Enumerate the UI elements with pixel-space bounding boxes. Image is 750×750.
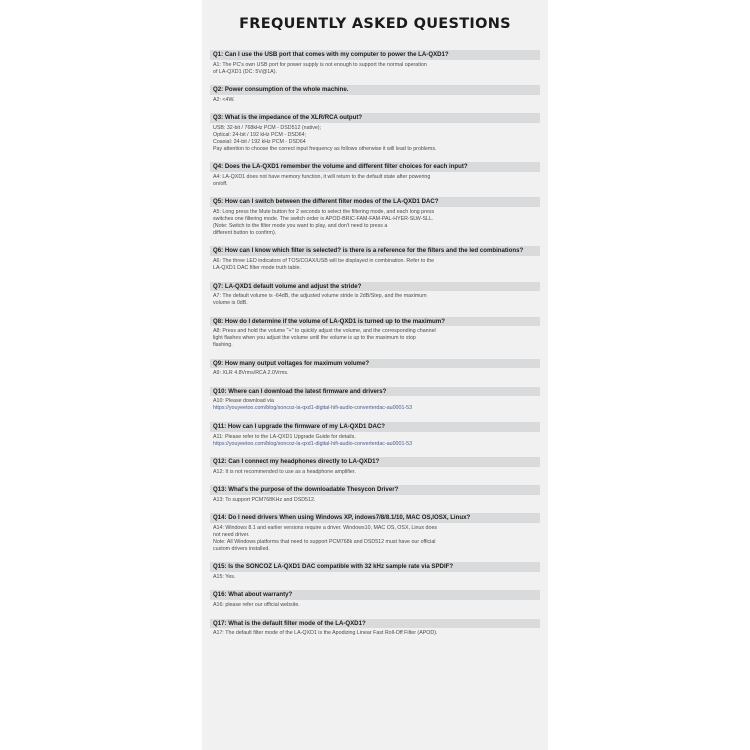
- faq-answer-text: A10: Please download via: [213, 398, 274, 405]
- faq-item: [210, 619, 540, 638]
- faq-answer-text: A9: XLR 4.8Vrms/RCA 2.0Vrms.: [213, 370, 289, 377]
- faq-answer: [210, 60, 540, 76]
- faq-question: Q11: How can I upgrade the firmware of my LA-QXD1 DAC?: [210, 422, 540, 432]
- faq-item: [210, 387, 540, 413]
- faq-item: [210, 513, 540, 553]
- faq-answer-text: USB: 32-bit / 768kHz PCM - DSD512 (native); Optical: 24-bit / 192 kHz PCM - DSD64; Coaxial: 24-bit / 192 kHz PCM - DSD64 Pay attention to choose the correct input frequency as follows otherwise it will lead to problems.: [213, 124, 437, 152]
- faq-item: [210, 282, 540, 308]
- faq-answer: [210, 396, 540, 412]
- faq-answer-text: A12: It is not recommended to use as a headphone amplifier.: [213, 468, 356, 475]
- faq-answer: [210, 172, 540, 188]
- faq-item: [210, 197, 540, 237]
- faq-question: Q13: What's the purpose of the downloadable Thesycon Driver?: [210, 485, 540, 495]
- faq-question: Q7: LA-QXD1 default volume and adjust the stride?: [210, 282, 540, 292]
- faq-question: Q14: Do I need drivers When using Windows XP, indows7/8/8.1/10, MAC OS,IOSX, Linux?: [210, 513, 540, 523]
- faq-question: Q16: What about warranty?: [210, 590, 540, 600]
- faq-item: [210, 50, 540, 76]
- faq-answer-text: A4: LA-QXD1 does not have memory function, it will return to the default state after powering on/off.: [213, 173, 431, 187]
- faq-item: [210, 457, 540, 476]
- faq-answer: [210, 326, 540, 349]
- faq-answer-text: A13: To support PCM768KHz and DSD512.: [213, 496, 316, 503]
- faq-answer: [210, 291, 540, 307]
- faq-answer: [210, 628, 540, 637]
- faq-item: [210, 485, 540, 504]
- faq-answer: [210, 495, 540, 504]
- faq-item: [210, 590, 540, 609]
- faq-question: Q2: Power consumption of the whole machine.: [210, 85, 540, 95]
- faq-question: Q3: What is the impedance of the XLR/RCA output?: [210, 113, 540, 123]
- faq-answer-text: A11: Please refer to the LA-QXD1 Upgrade Guide for details.: [213, 433, 356, 440]
- faq-item: [210, 359, 540, 378]
- page-title: FREQUENTLY ASKED QUESTIONS: [239, 16, 511, 32]
- faq-item: [210, 562, 540, 581]
- faq-item: [210, 113, 540, 153]
- faq-question: Q9: How many output voltages for maximum volume?: [210, 359, 540, 369]
- faq-answer-text: A5: Long press the Mute button for 2 seconds to select the filtering mode, and each long press switches one filtering mode. The switch order is APOD-BRIC-FAM-FAM-PAL-HYER-SLW-SLL. (Note: Switch to the filter mode you want to play, and don't need to press a different button to confirm).: [213, 208, 435, 236]
- faq-item: [210, 317, 540, 350]
- faq-answer-text: A6: The three LED indicators of TOS/COAX/USB will be displayed in combination. Refer to the LA-QXD1 DAC filter mode truth table.: [213, 258, 435, 272]
- faq-answer-text: A15: Yes.: [213, 573, 236, 580]
- faq-answer-text: A1: The PC's own USB port for power supply is not enough to support the normal operation of LA-QXD1 (DC: 5V@1A).: [213, 61, 427, 75]
- faq-answer-text: A8: Press and hold the volume "+" to quickly adjust the volume, and the corresponding channel light flashes when you adjust the volume until the volume is up to the maximum to stop flashing.: [213, 328, 436, 349]
- faq-question: Q15: Is the SONCOZ LA-QXD1 DAC compatible with 32 kHz sample rate via SPDIF?: [210, 562, 540, 572]
- faq-item: [210, 422, 540, 448]
- faq-answer: [210, 523, 540, 553]
- faq-question: Q6: How can I know which filter is selected? is there is a reference for the filters and the led combinations?: [210, 246, 540, 256]
- faq-answer-link[interactable]: https://youyeetoo.com/blog/soncoz-la-qxd1-digital-hifi-audio-converterdac-au0001-53: [213, 440, 413, 447]
- faq-answer: [210, 123, 540, 153]
- faq-list: [210, 50, 540, 637]
- faq-answer-text: A17: The default filter mode of the LA-QXD1 is the Apodizing Linear Fast Roll-Off Filter (APOD).: [213, 630, 438, 637]
- faq-answer-link[interactable]: https://youyeetoo.com/blog/soncoz-la-qxd1-digital-hifi-audio-converterdac-au0001-53: [213, 405, 413, 412]
- faq-answer: [210, 572, 540, 581]
- faq-answer: [210, 368, 540, 377]
- faq-answer: [210, 207, 540, 237]
- faq-question: Q5: How can I switch between the different filter modes of the LA-QXD1 DAC?: [210, 197, 540, 207]
- faq-answer: [210, 600, 540, 609]
- faq-question: Q12: Can I connect my headphones directly to LA-QXD1?: [210, 457, 540, 467]
- faq-sheet: [202, 0, 548, 750]
- faq-answer: [210, 256, 540, 272]
- faq-question: Q4: Does the LA-QXD1 remember the volume and different filter choices for each input?: [210, 162, 540, 172]
- faq-question: Q17: What is the default filter mode of the LA-QXD1?: [210, 619, 540, 629]
- faq-answer: [210, 432, 540, 448]
- faq-answer: [210, 467, 540, 476]
- faq-item: [210, 246, 540, 272]
- faq-answer-text: A16: please refer our official website.: [213, 602, 300, 608]
- faq-question: Q10: Where can I download the latest firmware and drivers?: [210, 387, 540, 397]
- faq-answer-text: A2: <4W.: [213, 96, 235, 103]
- faq-question: Q8: How do I determine if the volume of LA-QXD1 is turned up to the maximum?: [210, 317, 540, 327]
- faq-item: [210, 162, 540, 188]
- faq-answer-text: A7: The default volume is -64dB, the adjusted volume stride is 2dB/Step, and the maximum volume is 0dB.: [213, 293, 427, 307]
- faq-answer-text: A14: Windows 8.1 and earlier versions require a driver. Windows10, MAC OS, OSX, Linux does not need driver. Note: All Windows platforms that need to support PCM768k and DSD512 must have our official custom drivers installed.: [213, 524, 438, 552]
- faq-question: Q1: Can I use the USB port that comes with my computer to power the LA-QXD1?: [210, 50, 540, 60]
- faq-item: [210, 85, 540, 104]
- faq-answer: [210, 95, 540, 104]
